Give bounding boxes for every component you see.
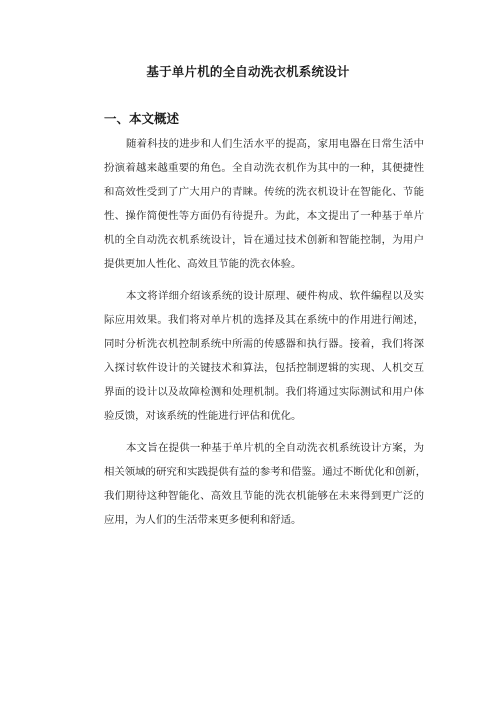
paragraph-line: 验反馈，对该系统的性能进行评估和优化。 — [104, 410, 302, 422]
paragraph-line: 本文将详细介绍该系统的设计原理、硬件构成、软件编程以及实 — [126, 290, 424, 302]
paragraph-line: 界面的设计以及故障检测和处理机制。我们将通过实际测试和用户体 — [104, 386, 424, 398]
document-title: 基于单片机的全自动洗衣机系统设计 — [146, 64, 350, 79]
paragraph-line: 机的全自动洗衣机系统设计，旨在通过技术创新和智能控制，为用户 — [104, 234, 424, 246]
paragraph-line: 和高效性受到了广大用户的青睐。传统的洗衣机设计在智能化、节能 — [104, 186, 424, 198]
paragraph-line: 入探讨软件设计的关键技术和算法，包括控制逻辑的实现、人机交互 — [104, 362, 424, 374]
paragraph-line: 扮演着越来越重要的角色。全自动洗衣机作为其中的一种，其便捷性 — [104, 162, 424, 174]
paragraph-line: 相关领域的研究和实践提供有益的参考和借鉴。通过不断优化和创新， — [104, 466, 427, 478]
paragraph-line: 际应用效果。我们将对单片机的选择及其在系统中的作用进行阐述， — [104, 314, 424, 326]
paragraph-line: 性、操作简便性等方面仍有待提升。为此，本文提出了一种基于单片 — [104, 210, 424, 222]
paragraph-line: 提供更加人性化、高效且节能的洗衣体验。 — [104, 258, 302, 270]
paragraph-line: 本文旨在提供一种基于单片机的全自动洗衣机系统设计方案，为 — [126, 442, 424, 454]
paragraph-line: 同时分析洗衣机控制系统中所需的传感器和执行器。接着，我们将深 — [104, 338, 424, 350]
paragraph-line: 我们期待这种智能化、高效且节能的洗衣机能够在未来得到更广泛的 — [104, 490, 424, 502]
section-heading: 一、本文概述 — [104, 111, 180, 126]
paragraph-line: 应用，为人们的生活带来更多便利和舒适。 — [104, 514, 302, 526]
paragraph-line: 随着科技的进步和人们生活水平的提高，家用电器在日常生活中 — [126, 138, 424, 150]
